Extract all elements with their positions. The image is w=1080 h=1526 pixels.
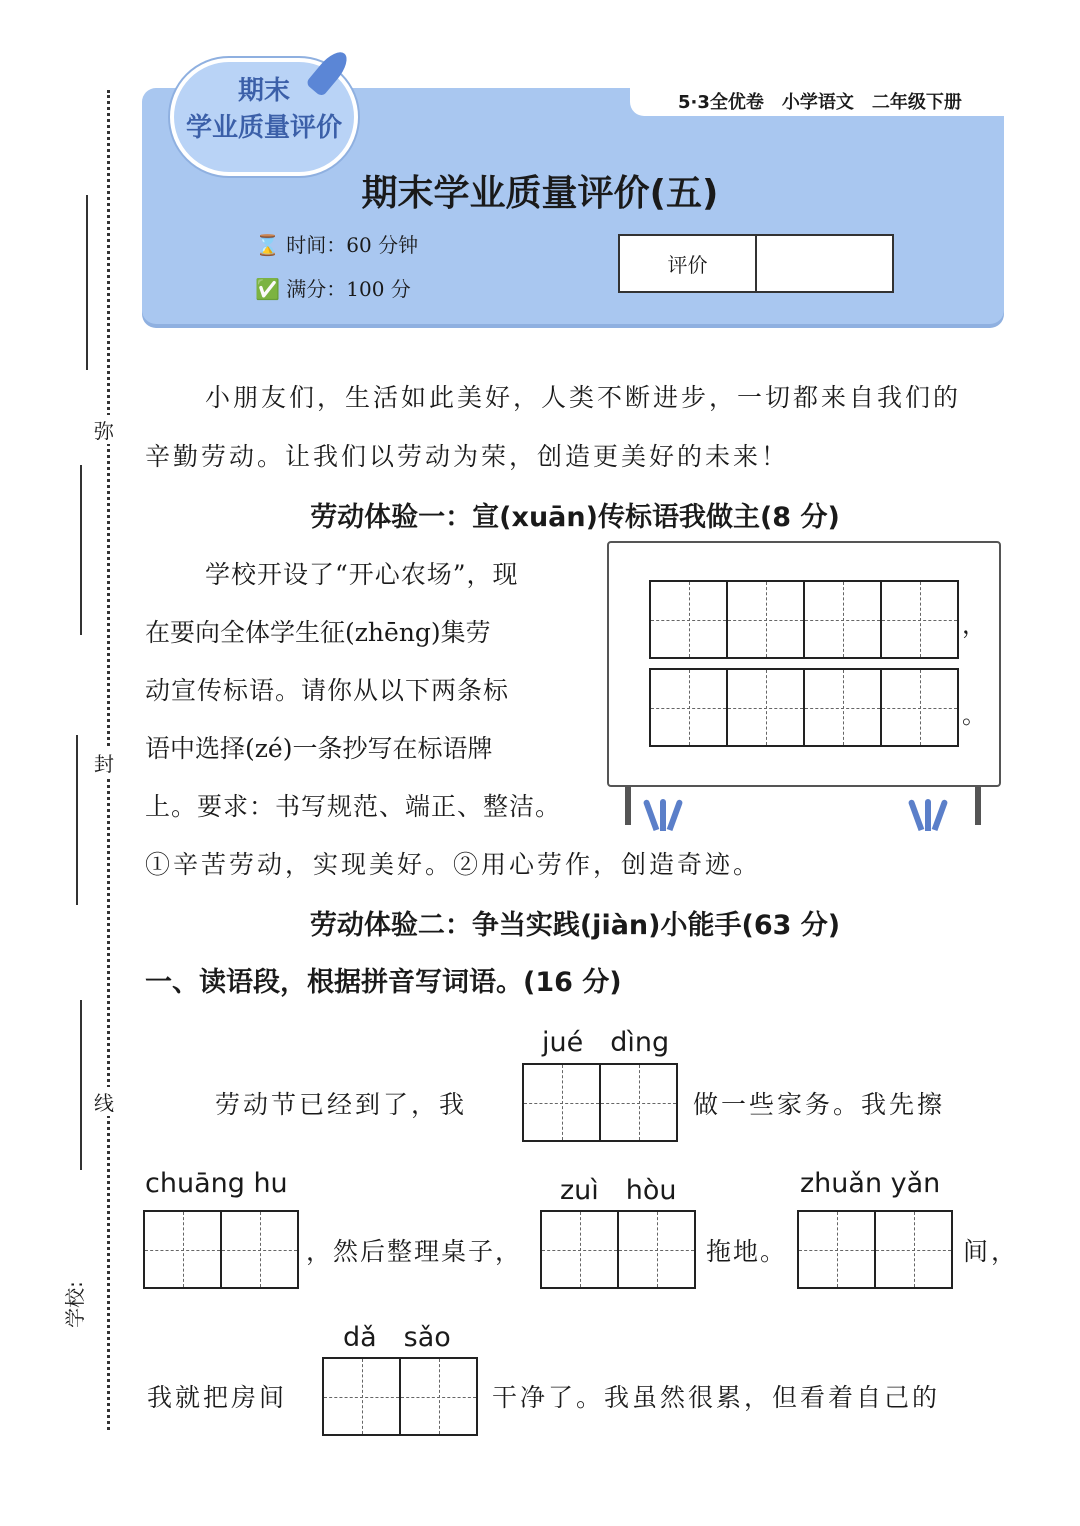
- task-line: 上。要求：书写规范、端正、整洁。: [145, 792, 562, 821]
- passage-text: 干净了。我虽然很累，但看着自己的: [492, 1383, 941, 1412]
- pinyin: dǎ sǎo: [343, 1322, 451, 1353]
- score-text: 满分：100 分: [286, 277, 411, 301]
- eval-value[interactable]: [757, 236, 892, 291]
- answer-grid[interactable]: [522, 1063, 678, 1142]
- intro-line: 辛勤劳动。让我们以劳动为荣，创造更美好的未来！: [145, 442, 790, 471]
- board-leg: [975, 785, 981, 825]
- blank-line: [76, 735, 78, 905]
- blank-line: [86, 195, 88, 370]
- passage-text: ，然后整理桌子，: [306, 1237, 523, 1266]
- task-line: 动宣传标语。请你从以下两条标: [145, 676, 510, 705]
- passage-text: 劳动节已经到了，我: [215, 1090, 468, 1119]
- series-label: 5·3全优卷 小学语文 二年级下册: [678, 92, 962, 113]
- task-line: 在要向全体学生征(zhēng)集劳: [145, 618, 491, 647]
- evaluation-box: [618, 234, 894, 293]
- slogan-options: ①辛苦劳动，实现美好。②用心劳作，创造奇迹。: [145, 850, 762, 879]
- answer-grid[interactable]: [322, 1357, 478, 1436]
- check-circle-icon: ✅: [255, 277, 287, 301]
- passage-text: 做一些家务。我先擦: [693, 1090, 946, 1119]
- answer-grid[interactable]: [143, 1210, 299, 1289]
- grass-icon: [905, 795, 955, 831]
- grass-icon: [640, 795, 690, 831]
- school-label: 学校:: [62, 1281, 87, 1328]
- margin-char: 线: [94, 1087, 114, 1116]
- badge-line1: 期末: [237, 76, 290, 106]
- task-line: 语中选择(zé)一条抄写在标语牌: [145, 734, 493, 763]
- writing-grid-row2[interactable]: [649, 668, 959, 747]
- pinyin: jué dìng: [542, 1027, 670, 1058]
- hourglass-icon: ⌛: [255, 233, 287, 257]
- badge-line2: 学业质量评价: [185, 113, 342, 143]
- pinyin: zuì hòu: [560, 1175, 677, 1206]
- blank-line: [80, 465, 82, 635]
- time-info: [255, 229, 418, 258]
- answer-grid[interactable]: [540, 1210, 696, 1289]
- pinyin: chuāng hu: [145, 1168, 288, 1199]
- margin-char: 封: [94, 748, 114, 777]
- slogan-board: [607, 541, 1001, 787]
- margin-char: 弥: [94, 415, 114, 444]
- comma: ，: [962, 611, 986, 639]
- pinyin: zhuǎn yǎn: [800, 1168, 941, 1199]
- part1-heading: 劳动体验一：宣(xuān)传标语我做主(8 分): [310, 502, 840, 533]
- page-title: 期末学业质量评价(五): [361, 173, 719, 214]
- intro-line: 小朋友们，生活如此美好，人类不断进步，一切都来自我们的: [205, 383, 962, 412]
- part2-heading: 劳动体验二：争当实践(jiàn)小能手(63 分): [309, 910, 841, 941]
- passage-text: 拖地。: [706, 1237, 788, 1266]
- blank-line: [80, 1000, 82, 1170]
- passage-text: 我就把房间: [147, 1383, 288, 1412]
- task-line: 学校开设了“开心农场”，现: [205, 560, 519, 589]
- passage-text: 间，: [963, 1237, 1020, 1266]
- period: 。: [962, 701, 986, 729]
- eval-label: 评价: [620, 236, 757, 291]
- score-info: [255, 273, 411, 302]
- section1-title: 一、读语段，根据拼音写词语。(16 分): [145, 967, 622, 998]
- time-text: 时间：60 分钟: [286, 233, 419, 257]
- writing-grid-row1[interactable]: [649, 580, 959, 659]
- answer-grid[interactable]: [797, 1210, 953, 1289]
- board-leg: [625, 785, 631, 825]
